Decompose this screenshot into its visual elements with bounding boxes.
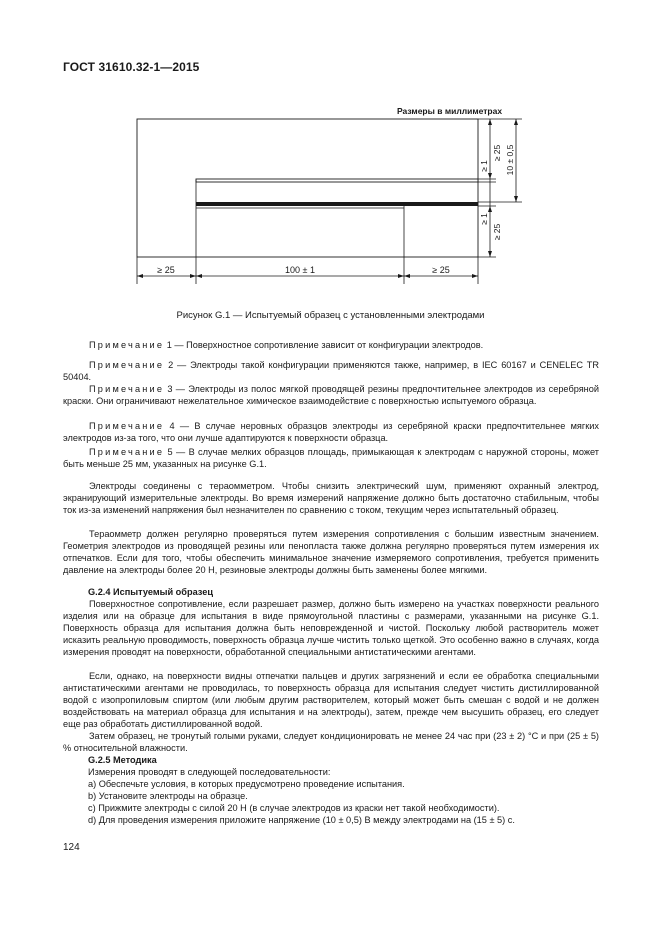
heading-g25: G.2.5 Методика xyxy=(88,755,157,765)
arrow-8 xyxy=(488,173,492,179)
arrow-2 xyxy=(190,274,196,278)
note-3 xyxy=(63,383,599,407)
dim-lower-ge1: ≥ 1 xyxy=(479,213,489,225)
dim-top-ge25: ≥ 25 xyxy=(492,144,502,162)
specimen-figure xyxy=(0,0,661,300)
specimen-outline xyxy=(137,119,478,257)
paragraph-calibration: Тераомметр должен регулярно проверяться путем измерения сопротивления с большим известным значением. Геометрия электродов из проводящей резины или пенопласта также должна регулярно проверяться путем измерения их отпечатков. Если для того, чтобы обеспечить минимальное значение измеряемого сопротивления, требуется применить давление на электроды более 20 Н, резиновые электроды должны быть заменены более мягкими. xyxy=(63,529,599,575)
dim-top-ge1: ≥ 1 xyxy=(479,160,489,172)
arrow-6 xyxy=(472,274,478,278)
note-label: Примечание xyxy=(89,360,165,370)
note-4 xyxy=(63,420,599,444)
figure-caption: Рисунок G.1 — Испытуемый образец с установленными электродами xyxy=(176,310,485,321)
dim-center-100: 100 ± 1 xyxy=(285,265,315,275)
paragraph-test-specimen: Поверхностное сопротивление, если разрешает размер, должно быть измерено на участках поверхности реального изделия или на образце для испытания в виде прямоугольной пластины с размерами, указанными на рисунке G.1. Поверхность образца для испытания должна быть неповрежденной и чистой. Поскольку любой растворитель может исказить реальную проводимость, поверхность образца лучше чистить только щеткой. Это особенно важно в случаях, когда измерения проводят на поверхности, обработанной специальными антистатическими агентами. xyxy=(63,599,599,657)
arrow-9 xyxy=(488,206,492,212)
upper-electrode xyxy=(196,179,478,182)
note-text: 2 — Электроды такой конфигурации применяются также, например, в IEC 60167 и CENELEC TR 50404. xyxy=(63,360,599,382)
arrow-3 xyxy=(196,274,202,278)
step-c: c) Прижмите электроды с силой 20 Н (в случае электродов из краски нет такой необходимости). xyxy=(88,803,500,813)
note-1 xyxy=(63,339,599,351)
note-text: 5 — В случае мелких образцов площадь, примыкающая к электродам с наружной стороны, может быть меньше 25 мм, указанных на рисунке G.1. xyxy=(63,447,599,469)
step-d: d) Для проведения измерения приложите напряжение (10 ± 0,5) В между электродами на (15 ± 5) с. xyxy=(88,815,515,825)
note-5 xyxy=(63,446,599,470)
lower-electrode xyxy=(196,202,478,206)
dim-lower-ge25: ≥ 25 xyxy=(492,223,502,241)
page-number: 124 xyxy=(63,842,80,853)
note-text: 3 — Электроды из полос мягкой проводящей резины предпочтительнее электродов из серебряной краски. Они ограничивают нежелательное химическое взаимодействие с поверхностью испытуемого образца. xyxy=(63,384,599,406)
dim-thickness: 10 ± 0,5 xyxy=(505,144,515,176)
note-label: Примечание xyxy=(89,340,165,350)
paragraph-conditioning: Затем образец, не тронутый голыми руками, следует кондиционировать не менее 24 час при (23 ± 2) °С и при (25 ± 5) % относительной влажности. xyxy=(63,731,599,753)
paragraph-procedure-intro: Измерения проводят в следующей последовательности: xyxy=(88,767,331,777)
note-text: 1 — Поверхностное сопротивление зависит от конфигурации электродов. xyxy=(164,340,484,350)
step-a: a) Обеспечьте условия, в которых предусмотрено проведение испытания. xyxy=(88,779,405,789)
paragraph-terraohmmeter: Электроды соединены с тераомметром. Чтобы снизить электрический шум, применяют охранный электрод, экранирующий измерительные электроды. Во время измерений напряжение должно быть достаточно стабильным, чтобы ток из-за изменений напряжения был незначителен по сравнению с током, текущим через испытательный образец. xyxy=(63,481,599,515)
note-label: Примечание xyxy=(89,384,165,394)
arrow-12 xyxy=(514,196,518,202)
step-b: b) Установите электроды на образце. xyxy=(88,791,248,801)
document-header: ГОСТ 31610.32-1—2015 xyxy=(63,60,200,74)
arrow-1 xyxy=(137,274,143,278)
arrow-10 xyxy=(488,251,492,257)
note-label: Примечание xyxy=(89,421,165,431)
arrow-5 xyxy=(404,274,410,278)
paragraph-cleaning: Если, однако, на поверхности видны отпечатки пальцев и других загрязнений и если ее обработка специальными антистатическими агентами не проводилась, то поверхность образца для испытания следует чистить дистиллированной водой с изопропиловым спиртом (или любым другим растворителем, который может быть смешан с водой и не должен воздействовать на материал образца для испытания и на электроды), затем, прежде чем высушить образец, его следует еще раз обработать дистиллированной водой. xyxy=(63,671,599,729)
arrow-11 xyxy=(514,119,518,125)
heading-g24: G.2.4 Испытуемый образец xyxy=(88,587,214,597)
dim-right-ge25: ≥ 25 xyxy=(432,265,450,275)
note-text: 4 — В случае неровных образцов электроды из серебряной краски предпочтительнее мягких электродов из-за того, что они лучше адаптируются к поверхности образца. xyxy=(63,421,599,443)
dim-left-ge25: ≥ 25 xyxy=(157,265,175,275)
note-label: Примечание xyxy=(89,447,165,457)
note-2 xyxy=(63,359,599,383)
dimensions-note: Размеры в миллиметрах xyxy=(397,106,503,116)
arrow-4 xyxy=(398,274,404,278)
arrow-7 xyxy=(488,119,492,125)
